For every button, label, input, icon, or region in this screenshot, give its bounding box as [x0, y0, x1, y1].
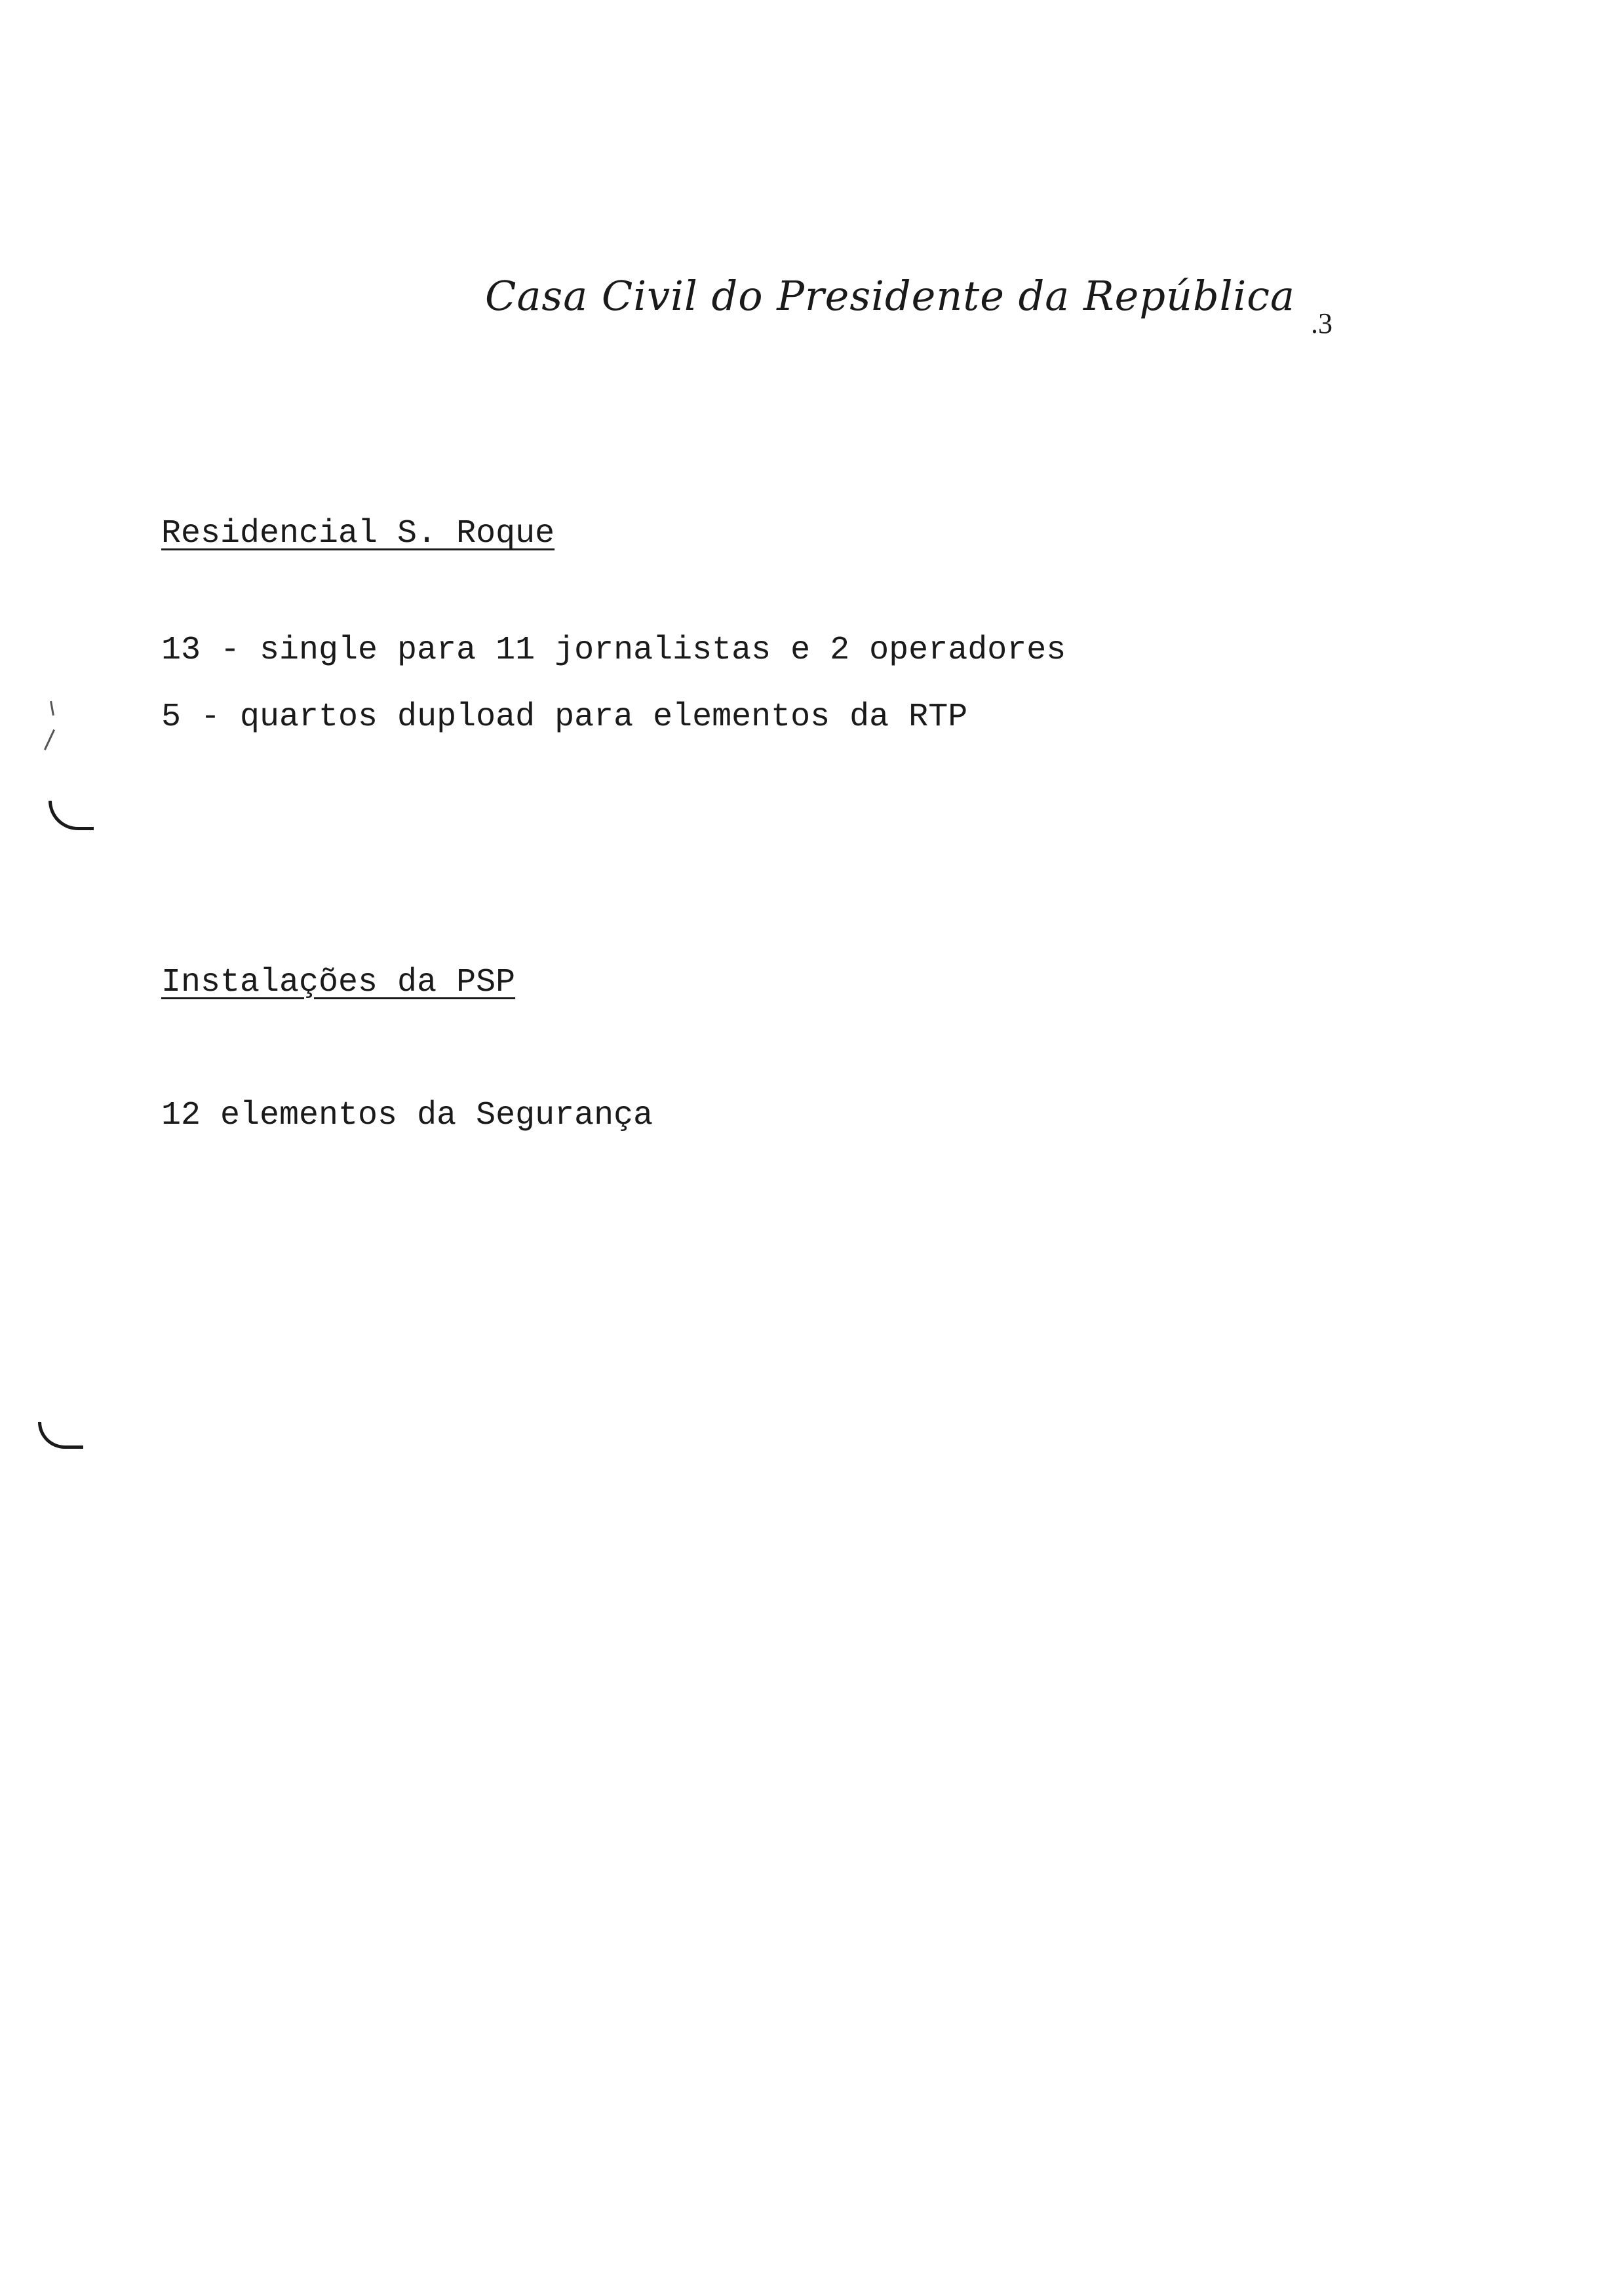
list-item: 5 - quartos dupload para elementos da RTP — [161, 698, 968, 736]
punch-hole-mark — [38, 1422, 83, 1449]
margin-tick-mark — [50, 701, 54, 716]
punch-hole-mark — [49, 801, 94, 830]
section-heading-psp: Instalações da PSP — [161, 964, 516, 1001]
margin-tick-mark — [44, 729, 55, 750]
letterhead-title: Casa Civil do Presidente da República — [485, 272, 1295, 320]
page-number: .3 — [1311, 307, 1333, 339]
list-item: 13 - single para 11 jornalistas e 2 operadores — [161, 632, 1066, 669]
section-heading-residencial: Residencial S. Roque — [161, 515, 555, 552]
list-item: 12 elementos da Segurança — [161, 1097, 653, 1134]
